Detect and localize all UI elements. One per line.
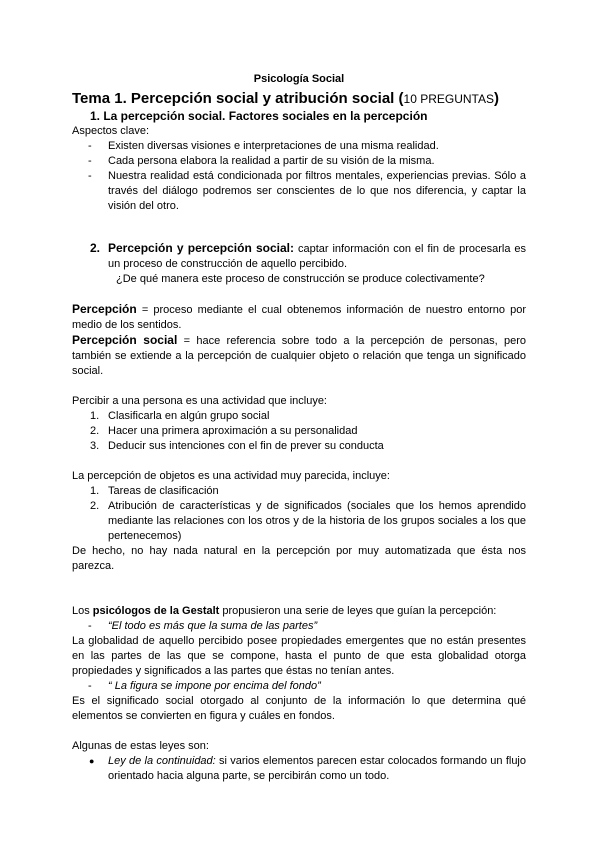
list-number: 1. [90,410,100,422]
list-number: 2. [90,425,100,437]
objetos-outro: De hecho, no hay nada natural en la percepción por muy automatizada que ésta nos parezca. [72,545,526,572]
section-2-question: ¿De qué manera este proceso de construcción se produce colectivamente? [116,273,485,285]
gestalt-term: psicólogos de la Gestalt [92,605,220,617]
gestalt-law-1-text: La globalidad de aquello percibido posee propiedades emergentes que no están presentes en las partes de las que se compone, hasta el punto de que esta globalidad otorga propiedades y significados a las partes que éstas no tenían antes. [72,635,526,677]
list-text: Deducir sus intenciones con el fin de prever su conducta [108,440,384,452]
definition-text: = hace referencia sobre todo a la percepción de personas, pero también se extiende a la percepción de cualquier objeto o relación que tenga un significado social. [72,335,526,377]
list-number: 3. [90,440,100,452]
persona-list [72,409,526,454]
tema-heading [72,90,526,108]
law-title: “ La figura se impone por encima del fondo” [108,680,321,692]
section-2 [72,241,526,272]
definition-term: Percepción social [72,333,178,347]
gestalt-intro [72,604,526,619]
section-2-text: captar información con el fin de procesarla es un proceso de construcción de aquello percibido. [108,243,527,270]
law-title: “El todo es más que la suma de las partes” [108,620,318,632]
section-1-heading: 1. La percepción social. Factores sociales en la percepción [90,109,428,123]
tema-heading-main: Tema 1. Percepción social y atribución social ( [72,90,404,107]
law-text: si varios elementos parecen estar colocados formando un flujo orientado hacia alguna parte, se percibirán como un todo. [108,755,526,782]
objetos-intro: La percepción de objetos es una actividad muy parecida, incluye: [72,470,390,482]
gestalt-law-2 [72,679,526,694]
list-item [72,499,526,544]
list-item [72,679,526,694]
list-text: Hacer una primera aproximación a su personalidad [108,425,358,437]
aspects-list [72,139,526,214]
law-term: Ley de la continuidad: [108,755,216,767]
list-text: Atribución de características y de significados (sociales que los hemos aprendido mediante las relaciones con los otros y de la historia de los grupos sociales a los que pertenecemos) [108,500,526,542]
aspects-label: Aspectos clave: [72,125,150,137]
list-number: 2. [90,500,100,512]
list-item [72,409,526,424]
list-item [72,439,526,454]
definition-term: Percepción [72,302,137,316]
list-item: - Nuestra realidad está condicionada por filtros mentales, experiencias previas. Sólo a través del diálogo podremos ser conscientes de lo que nos diferencia, y captar la visión del otro. [72,169,526,214]
document-title: Psicología Social [253,73,345,85]
definition-percepcion [72,302,526,333]
gestalt-law-1 [72,619,526,634]
tema-question-count: 10 PREGUNTAS [403,92,494,106]
list-number: 1. [90,485,100,497]
list-item: - Existen diversas visiones e interpretaciones de una misma realidad. [72,139,526,154]
objetos-list [72,484,526,544]
list-text: Clasificarla en algún grupo social [108,410,270,422]
document-body [72,72,526,784]
list-item [72,484,526,499]
leyes-list [72,754,526,784]
section-2-number: 2. [90,241,101,255]
leyes-intro: Algunas de estas leyes son: [72,740,209,752]
list-text: Tareas de clasificación [108,485,219,497]
list-item [72,619,526,634]
section-2-heading: Percepción y percepción social: [108,241,295,255]
list-item [72,754,526,784]
list-item [72,424,526,439]
list-item: - Cada persona elabora la realidad a partir de su visión de la misma. [72,154,526,169]
persona-intro: Percibir a una persona es una actividad que incluye: [72,395,327,407]
gestalt-law-2-text: Es el significado social otorgado al conjunto de la información lo que determina qué elementos se convierten en figura y cuáles en fondos. [72,695,526,722]
gestalt-intro-a: Los [72,605,93,617]
definition-percepcion-social [72,333,526,379]
tema-heading-close: ) [493,90,499,107]
definition-text: = proceso mediante el cual obtenemos información de nuestro entorno por medio de los sentidos. [72,304,526,331]
gestalt-intro-b: propusieron una serie de leyes que guían la percepción: [219,605,497,617]
